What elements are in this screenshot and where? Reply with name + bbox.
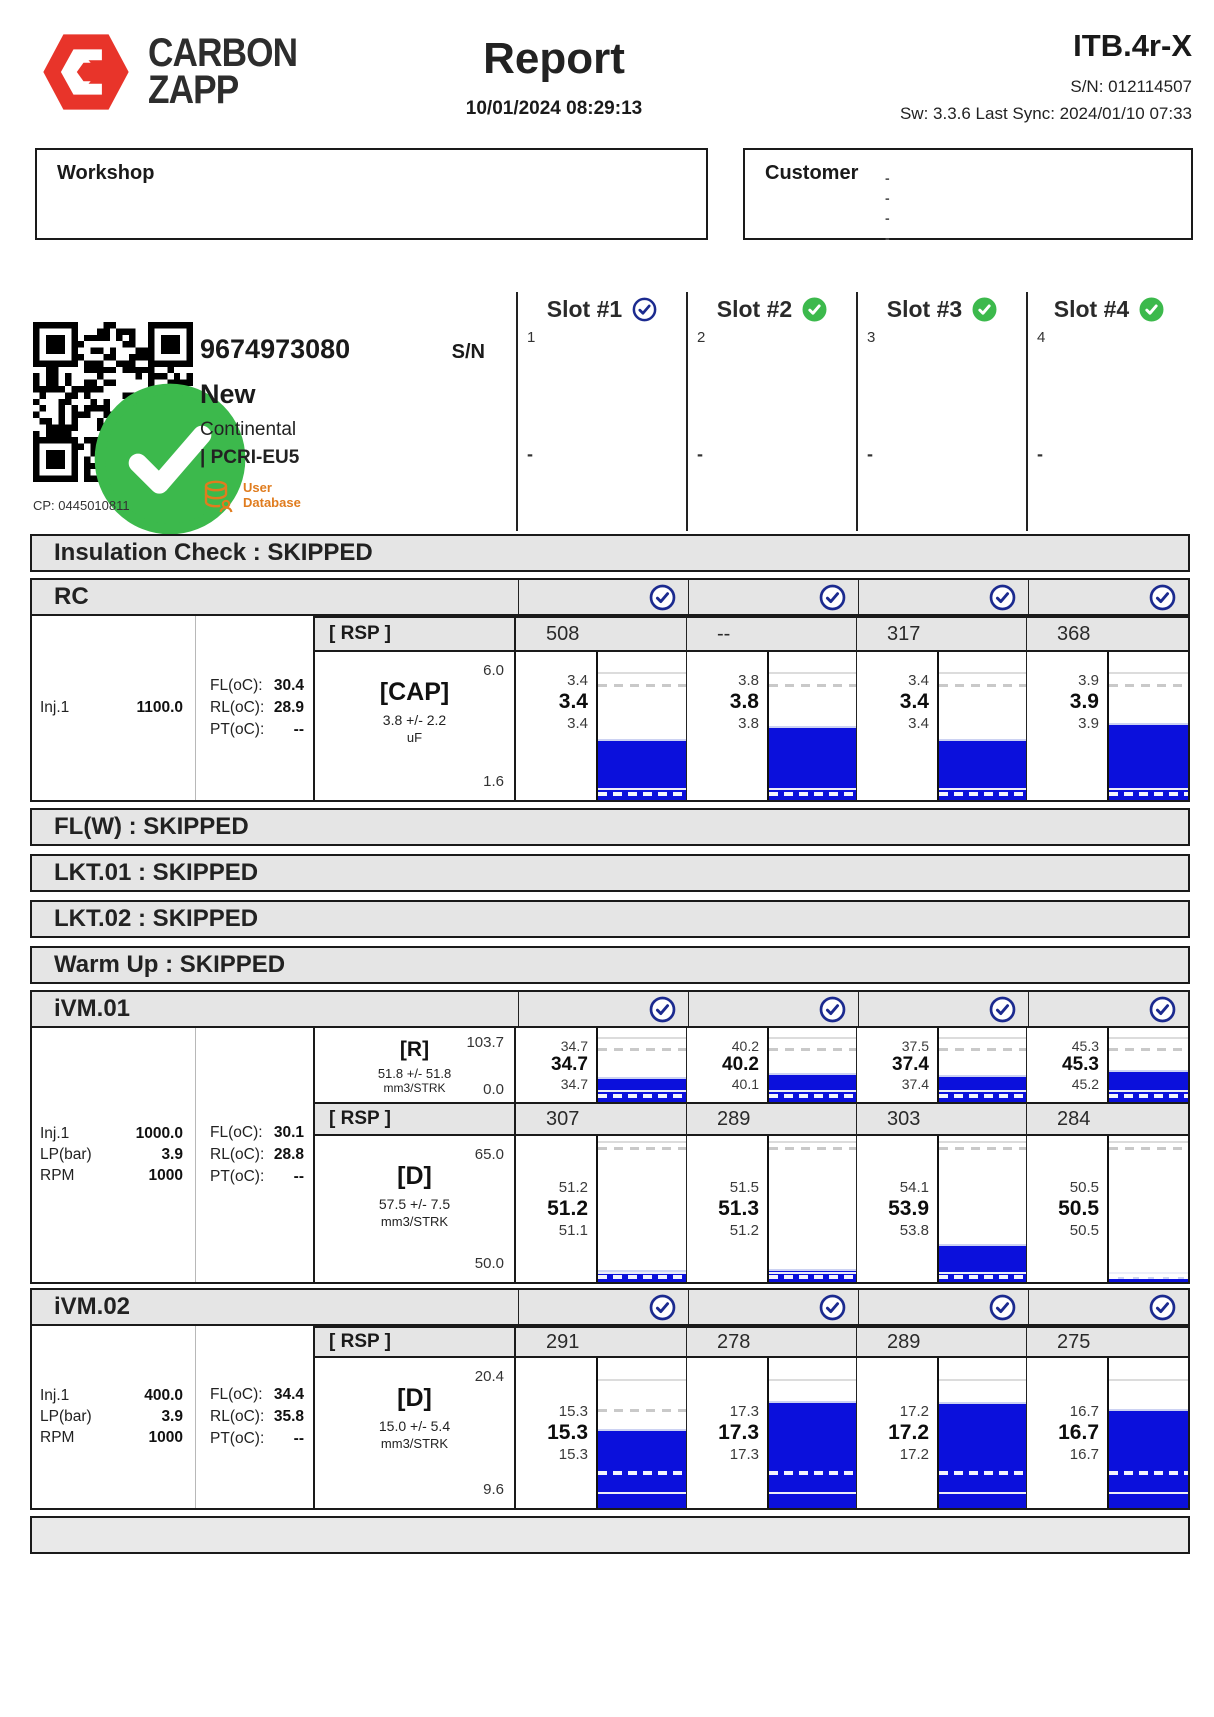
ivm02-slot3-status: [858, 1290, 1028, 1324]
report-header-center: [354, 34, 754, 120]
skipped-title: LKT.01 : SKIPPED: [54, 859, 259, 886]
insulation-check-title: Insulation Check : SKIPPED: [54, 539, 373, 566]
value-avg: 51.3: [718, 1197, 759, 1220]
ivm01-d-slot1-result: [516, 1136, 686, 1282]
temp-label: PT(oC):: [210, 1430, 265, 1447]
temp-value: 35.8: [273, 1408, 304, 1425]
skipped-title: LKT.02 : SKIPPED: [54, 905, 259, 932]
rc-rsp-slot1: 508: [516, 616, 686, 652]
ivm02-section-body: [30, 1326, 1190, 1510]
param-value: 1100.0: [136, 699, 183, 716]
ivm01-d-slot4-result: [1026, 1136, 1188, 1282]
value-min: 3.9: [1078, 715, 1099, 732]
value-min: 40.1: [731, 1076, 759, 1092]
test-unit: mm3/STRK: [380, 1214, 449, 1229]
test-tolerance: 15.0 +/- 5.4: [378, 1418, 451, 1434]
ivm01-section-header: [30, 990, 1190, 1028]
brand-logo: [36, 26, 318, 118]
value-max: 17.3: [729, 1403, 759, 1420]
ivm01-slot3-status: [858, 992, 1028, 1026]
value-min: 50.5: [1069, 1222, 1099, 1239]
ivm02-d-slot2-result: [686, 1358, 856, 1508]
bar-chart: [596, 1028, 686, 1102]
temp-label: FL(oC):: [210, 677, 263, 694]
test-unit: mm3/STRK: [380, 1436, 449, 1451]
value-max: 3.4: [567, 672, 588, 689]
ivm02-section-header: [30, 1288, 1190, 1326]
param-value: 400.0: [144, 1387, 183, 1404]
scale-min: 50.0: [474, 1255, 504, 1272]
slot-3-number: 3: [867, 329, 876, 346]
rc-slot3-result: [856, 652, 1026, 800]
value-min: 3.4: [908, 715, 929, 732]
ivm01-injection-params: [32, 1028, 195, 1282]
test-label: [D]: [397, 1384, 432, 1412]
value-avg: 3.4: [899, 690, 929, 713]
device-model: ITB.4r-X: [1073, 28, 1192, 63]
ivm02-rsp-slot1: 291: [516, 1326, 686, 1358]
slot-2-label: Slot #2: [716, 296, 793, 322]
slot-1-number: 1: [527, 329, 536, 346]
slot-4-label: Slot #4: [1053, 296, 1130, 322]
temp-value: --: [293, 1430, 304, 1447]
ivm02-d-slot1-result: [516, 1358, 686, 1508]
temp-label: FL(oC):: [210, 1386, 263, 1403]
value-avg: 17.3: [718, 1421, 759, 1444]
ivm02-rsp-slot4: 275: [1026, 1326, 1188, 1358]
qr-verified-icon: [90, 379, 136, 425]
ivm01-rsp-slot1: 307: [516, 1102, 686, 1136]
param-label: RPM: [40, 1429, 75, 1446]
device-info: [900, 28, 1192, 124]
bar-chart: [596, 1136, 686, 1282]
value-max: 16.7: [1069, 1403, 1099, 1420]
test-tolerance: 51.8 +/- 51.8: [377, 1066, 452, 1081]
injector-serial-label: S/N: [451, 341, 485, 363]
param-label: LP(bar): [40, 1408, 92, 1425]
customer-box: [743, 148, 1193, 246]
scale-min: 9.6: [483, 1481, 504, 1498]
value-avg: 16.7: [1058, 1421, 1099, 1444]
ivm02-rsp-slot3: 289: [856, 1326, 1026, 1358]
rc-slot2-status: [688, 580, 858, 614]
slot-3-note: -: [867, 444, 873, 464]
bar-chart: [767, 652, 856, 800]
qr-code: [33, 322, 193, 482]
rc-title: RC: [54, 583, 89, 610]
slot-2-column: [686, 292, 856, 531]
rc-section-header: [30, 578, 1190, 616]
customer-field-dash: -: [885, 190, 890, 206]
bar-chart: [1107, 1358, 1188, 1508]
scale-max: 6.0: [483, 662, 504, 679]
value-max: 50.5: [1069, 1179, 1099, 1196]
rc-slot3-status: [858, 580, 1028, 614]
value-avg: 3.4: [558, 690, 588, 713]
value-min: 15.3: [558, 1446, 588, 1463]
bar-chart: [937, 1358, 1026, 1508]
param-label: Inj.1: [40, 699, 70, 716]
value-max: 34.7: [560, 1038, 588, 1054]
slot-4-header: [1028, 296, 1190, 323]
rc-slot4-result: [1026, 652, 1188, 800]
temp-label: RL(oC):: [210, 699, 265, 716]
workshop-label: Workshop: [57, 162, 155, 184]
slot-3-header: [858, 296, 1026, 323]
user-database-tag: [200, 478, 301, 514]
customer-field-dash: -: [885, 170, 890, 186]
rc-rsp-slot2: --: [686, 616, 856, 652]
customer-field-dash: -: [885, 210, 890, 226]
value-min: 34.7: [560, 1076, 588, 1092]
temp-value: --: [293, 721, 304, 738]
scale-max: 20.4: [474, 1368, 504, 1385]
slot-4-number: 4: [1037, 329, 1046, 346]
brand-line-1: CARBON: [148, 31, 298, 76]
skipped-title: Warm Up : SKIPPED: [54, 951, 286, 978]
slot-2-note: -: [697, 444, 703, 464]
database-icon: [200, 478, 236, 514]
skipped-title: FL(W) : SKIPPED: [54, 813, 249, 840]
workshop-box: [35, 148, 708, 240]
temp-label: RL(oC):: [210, 1408, 265, 1425]
value-min: 17.2: [899, 1446, 929, 1463]
temp-value: 30.4: [273, 677, 304, 694]
ivm01-rsp-slot4: 284: [1026, 1102, 1188, 1136]
device-software: Sw: 3.3.6 Last Sync: 2024/01/10 07:33: [899, 104, 1192, 123]
ivm01-r-slot4-result: [1026, 1028, 1188, 1102]
test-unit: uF: [406, 730, 423, 745]
bar-chart: [596, 652, 686, 800]
ivm02-d-slot3-result: [856, 1358, 1026, 1508]
injector-brand: Continental: [200, 419, 297, 440]
ivm01-r-slot1-result: [516, 1028, 686, 1102]
ivm01-rsp-slot2: 289: [686, 1102, 856, 1136]
ivm01-slot4-status: [1028, 992, 1188, 1026]
value-max: 15.3: [558, 1403, 588, 1420]
lkt01-skipped-row: [30, 854, 1190, 892]
ivm01-d-test-info: [313, 1136, 516, 1282]
slot-1-column: [516, 292, 686, 531]
ivm02-rsp-slot2: 278: [686, 1326, 856, 1358]
value-avg: 3.9: [1069, 690, 1099, 713]
slot-4-column: [1026, 292, 1190, 531]
value-avg: 45.3: [1062, 1054, 1099, 1075]
param-value: 1000: [148, 1429, 183, 1446]
bar-chart: [767, 1358, 856, 1508]
warmup-skipped-row: [30, 946, 1190, 984]
temp-label: RL(oC):: [210, 1146, 265, 1163]
value-min: 51.2: [729, 1222, 759, 1239]
value-max: 37.5: [901, 1038, 929, 1054]
value-min: 37.4: [901, 1076, 929, 1092]
customer-field-dash: -: [885, 230, 890, 246]
value-avg: 37.4: [892, 1054, 929, 1075]
ivm02-slot2-status: [688, 1290, 858, 1324]
value-avg: 17.2: [888, 1421, 929, 1444]
ivm02-slot4-status: [1028, 1290, 1188, 1324]
ivm02-injection-params: [32, 1326, 195, 1508]
test-tolerance: 3.8 +/- 2.2: [382, 712, 447, 728]
ivm01-d-slot3-result: [856, 1136, 1026, 1282]
insulation-check-row: [30, 534, 1190, 572]
ivm02-title: iVM.02: [54, 1293, 131, 1320]
rc-injection-params: [32, 616, 195, 800]
report-datetime: 10/01/2024 08:29:13: [465, 98, 643, 119]
value-max: 3.8: [738, 672, 759, 689]
ivm01-slot1-status: [518, 992, 688, 1026]
temp-value: --: [293, 1168, 304, 1185]
carbonzapp-logo-icon: [36, 26, 136, 118]
scale-max: 65.0: [474, 1146, 504, 1163]
bar-chart: [1107, 652, 1188, 800]
test-label: [D]: [397, 1162, 432, 1190]
device-serial: S/N: 012114507: [1070, 77, 1192, 96]
slot-4-note: -: [1037, 444, 1043, 464]
customer-empty-fields: [885, 172, 890, 245]
value-max: 40.2: [731, 1038, 759, 1054]
ivm01-slot2-status: [688, 992, 858, 1026]
param-value: 3.9: [161, 1408, 183, 1425]
ivm02-slot1-status: [518, 1290, 688, 1324]
value-avg: 3.8: [729, 690, 759, 713]
scale-max: 103.7: [466, 1034, 504, 1051]
rc-slot2-result: [686, 652, 856, 800]
slot-1-note: -: [527, 444, 533, 464]
slot-3-label: Slot #3: [886, 296, 963, 322]
ivm02-d-test-info: [313, 1358, 516, 1508]
slots-area: [30, 268, 1190, 531]
ivm01-temperatures: [195, 1028, 313, 1282]
rc-rsp-slot3: 317: [856, 616, 1026, 652]
bar-chart: [937, 1028, 1026, 1102]
user-db-label-1: User: [243, 480, 272, 496]
param-label: Inj.1: [40, 1387, 70, 1404]
rc-temperatures: [195, 616, 313, 800]
injector-cp-code: CP: 0445010811: [33, 498, 130, 513]
temp-label: FL(oC):: [210, 1124, 263, 1141]
value-min: 3.8: [738, 715, 759, 732]
test-label: [CAP]: [379, 678, 450, 706]
value-max: 3.9: [1078, 672, 1099, 689]
slot-3-column: [856, 292, 1026, 531]
page-title: Report: [483, 34, 625, 83]
value-avg: 34.7: [551, 1054, 588, 1075]
value-avg: 53.9: [888, 1197, 929, 1220]
bar-chart: [937, 652, 1026, 800]
value-max: 3.4: [908, 672, 929, 689]
temp-value: 34.4: [273, 1386, 304, 1403]
rc-slot1-status: [518, 580, 688, 614]
ivm02-d-slot4-result: [1026, 1358, 1188, 1508]
flw-skipped-row: [30, 808, 1190, 846]
rc-rsp-slot4: 368: [1026, 616, 1188, 652]
injector-info: [200, 334, 485, 469]
param-value: 3.9: [161, 1146, 183, 1163]
value-avg: 15.3: [547, 1421, 588, 1444]
temp-value: 28.8: [273, 1146, 304, 1163]
empty-footer-row: [30, 1516, 1190, 1554]
param-value: 1000: [148, 1167, 183, 1184]
param-value: 1000.0: [135, 1125, 183, 1142]
bar-chart: [596, 1358, 686, 1508]
param-label: LP(bar): [40, 1146, 92, 1163]
ivm01-section-body: [30, 1028, 1190, 1284]
slot-2-number: 2: [697, 329, 706, 346]
check-icon: [802, 297, 827, 322]
value-avg: 51.2: [547, 1197, 588, 1220]
ivm01-rsp-slot3: 303: [856, 1102, 1026, 1136]
temp-label: PT(oC):: [210, 721, 265, 738]
ivm01-r-slot2-result: [686, 1028, 856, 1102]
value-min: 53.8: [899, 1222, 929, 1239]
rc-cap-test-info: [313, 652, 516, 800]
bar-chart: [937, 1136, 1026, 1282]
value-min: 17.3: [729, 1446, 759, 1463]
check-icon: [1139, 297, 1164, 322]
value-min: 16.7: [1069, 1446, 1099, 1463]
rc-section-body: [30, 616, 1190, 802]
value-max: 51.5: [729, 1179, 759, 1196]
param-label: RPM: [40, 1167, 75, 1184]
rc-slot1-result: [516, 652, 686, 800]
test-tolerance: 57.5 +/- 7.5: [378, 1196, 451, 1212]
value-max: 54.1: [899, 1179, 929, 1196]
ivm02-temperatures: [195, 1326, 313, 1508]
brand-name: [148, 31, 298, 112]
test-unit: mm3/STRK: [383, 1081, 446, 1095]
check-icon: [972, 297, 997, 322]
ivm01-title: iVM.01: [54, 995, 131, 1022]
value-min: 3.4: [567, 715, 588, 732]
test-label: [R]: [399, 1038, 430, 1061]
rc-rsp-label: [ RSP ]: [313, 616, 516, 652]
value-max: 51.2: [558, 1179, 588, 1196]
injector-condition: New: [200, 379, 256, 409]
value-min: 51.1: [558, 1222, 588, 1239]
slot-1-header: [518, 296, 686, 323]
ivm01-rsp-label: [ RSP ]: [313, 1102, 516, 1136]
rc-slot4-status: [1028, 580, 1188, 614]
temp-value: 30.1: [273, 1124, 304, 1141]
ivm01-r-test-info: [313, 1028, 516, 1102]
bar-chart: [767, 1028, 856, 1102]
user-db-label-2: Database: [243, 495, 301, 510]
scale-min: 1.6: [483, 773, 504, 790]
scale-min: 0.0: [483, 1081, 504, 1098]
bar-chart: [767, 1136, 856, 1282]
results-table: [30, 531, 1190, 1554]
ivm01-r-slot3-result: [856, 1028, 1026, 1102]
value-max: 17.2: [899, 1403, 929, 1420]
value-avg: 40.2: [722, 1054, 759, 1075]
value-avg: 50.5: [1058, 1197, 1099, 1220]
param-label: Inj.1: [40, 1125, 70, 1142]
temp-value: 28.9: [273, 699, 304, 716]
check-icon: [632, 297, 657, 322]
bar-chart: [1107, 1028, 1188, 1102]
value-min: 45.2: [1071, 1076, 1099, 1092]
injector-model: | PCRI-EU5: [200, 447, 300, 468]
slot-2-header: [688, 296, 856, 323]
temp-label: PT(oC):: [210, 1168, 265, 1185]
lkt02-skipped-row: [30, 900, 1190, 938]
injector-serial: 9674973080: [200, 334, 351, 364]
value-max: 45.3: [1071, 1038, 1099, 1054]
ivm02-rsp-label: [ RSP ]: [313, 1326, 516, 1358]
bar-chart: [1107, 1136, 1188, 1282]
brand-line-2: ZAPP: [148, 68, 239, 112]
customer-label: Customer: [765, 162, 859, 184]
ivm01-d-slot2-result: [686, 1136, 856, 1282]
slot-1-label: Slot #1: [546, 296, 623, 322]
